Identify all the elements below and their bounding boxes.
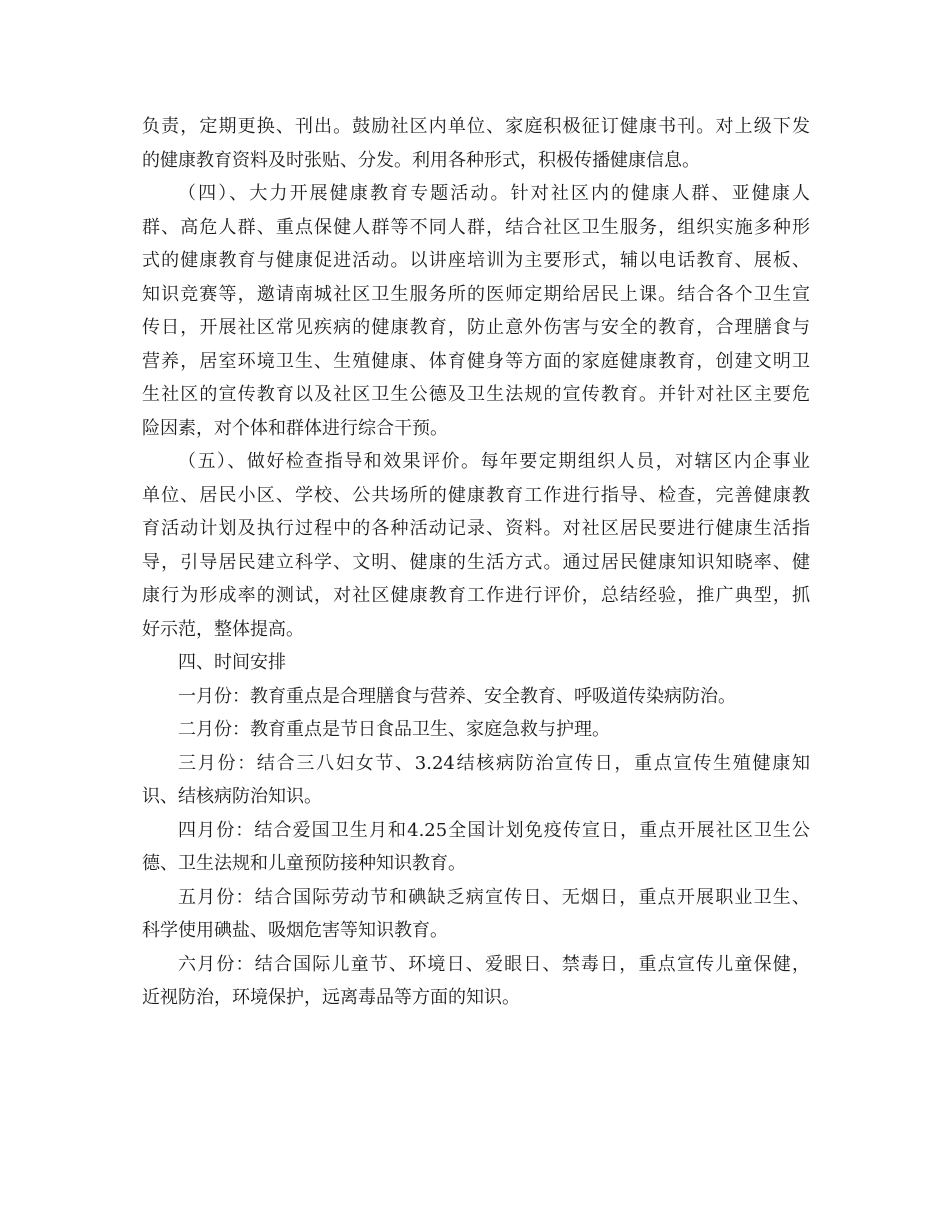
paragraph-line: 群、高危人群、重点保健人群等不同人群，结合社区卫生服务，组织实施多种形 [142,216,810,238]
paragraph-line: 的健康教育资料及时张贴、分发。利用各种形式，积极传播健康信息。 [142,149,700,171]
document-body [142,110,810,1015]
section-five-heading-line: （五）、做好检查指导和效果评价。每年要定期组织人员，对辖区内企事业 [178,451,810,472]
paragraph-line: 生社区的宣传教育以及社区卫生公德及卫生法规的宣传教育。并针对社区主要危 [142,384,810,405]
schedule-june-continued: 近视防治，环境保护，远离毒品等方面的知识。 [142,987,520,1008]
schedule-march: 三月份：结合三八妇女节、3.24结核病防治宣传日，重点宣传生殖健康知 [178,752,810,774]
schedule-march-continued: 识、结核病防治知识。 [142,786,322,807]
schedule-june: 六月份：结合国际儿童节、环境日、爱眼日、禁毒日，重点宣传儿童保健， [178,953,810,975]
paragraph-line: 负责，定期更换、刊出。鼓励社区内单位、家庭积极征订健康书刊。对上级下发 [142,116,810,137]
schedule-april: 四月份：结合爱国卫生月和4.25全国计划免疫传宣日，重点开展社区卫生公 [178,819,810,841]
section-four-heading-line: （四）、大力开展健康教育专题活动。针对社区内的健康人群、亚健康人 [178,183,810,204]
paragraph-line: 营养，居室环境卫生、生殖健康、体育健身等方面的家庭健康教育，创建文明卫 [142,350,810,372]
paragraph-line: 育活动计划及执行过程中的各种活动记录、资料。对社区居民要进行健康生活指 [142,518,810,539]
schedule-january: 一月份：教育重点是合理膳食与营养、安全教育、呼吸道传染病防治。 [178,685,736,707]
paragraph-line: 知识竞赛等，邀请南城社区卫生服务所的医师定期给居民上课。结合各个卫生宣 [142,283,810,305]
paragraph-line: 式的健康教育与健康促进活动。以讲座培训为主要形式，辅以电话教育、展板、 [142,250,810,271]
schedule-february: 二月份：教育重点是节日食品卫生、家庭急救与护理。 [178,719,610,740]
paragraph-line: 康行为形成率的测试，对社区健康教育工作进行评价，总结经验，推广典型，抓 [142,585,810,606]
schedule-april-continued: 德、卫生法规和儿童预防接种知识教育。 [142,853,466,874]
schedule-may-continued: 科学使用碘盐、吸烟危害等知识教育。 [142,920,448,941]
paragraph-line: 单位、居民小区、学校、公共场所的健康教育工作进行指导、检查，完善健康教 [142,484,810,506]
paragraph-line: 导，引导居民建立科学、文明、健康的生活方式。通过居民健康知识知晓率、健 [142,551,810,573]
paragraph-line: 险因素，对个体和群体进行综合干预。 [142,417,448,439]
section-title-schedule: 四、时间安排 [178,652,286,673]
schedule-may: 五月份：结合国际劳动节和碘缺乏病宣传日、无烟日，重点开展职业卫生、 [178,886,810,908]
paragraph-line: 好示范，整体提高。 [142,618,304,640]
paragraph-line: 传日，开展社区常见疾病的健康教育，防止意外伤害与安全的教育，合理膳食与 [142,317,810,338]
